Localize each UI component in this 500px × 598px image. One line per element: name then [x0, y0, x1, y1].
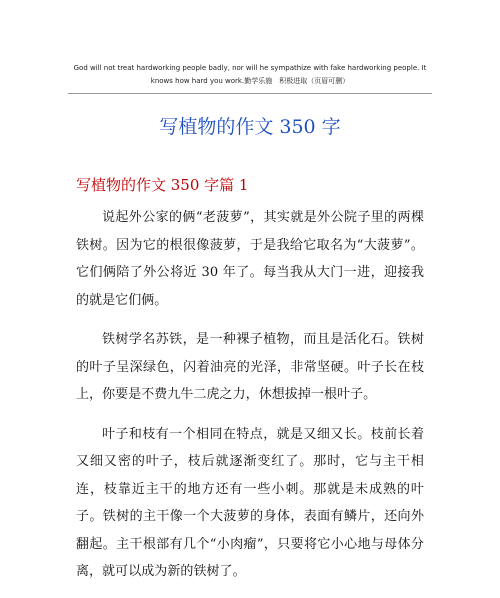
document-title: 写植物的作文 350 字 [159, 116, 341, 138]
section-heading: 写植物的作文 350 字篇 1 [76, 176, 249, 194]
body-text [76, 204, 424, 598]
header-quote: God will not treat hardworking people badly, nor will he sympathize with fake hardworking people. It knows how hard you work. [73, 64, 427, 85]
paragraph-2: 铁树学名苏铁，是一种裸子植物，而且是活化石。铁树的叶子呈深绿色，闪着油亮的光泽，非常坚硬。叶子长在枝上，你要是不费九牛二虎之力，休想拔掉一根叶子。 [76, 332, 424, 402]
page-header [68, 62, 432, 88]
header-divider [68, 93, 432, 94]
header-suffix: 勤学乐施 积极进取（页眉可删） [244, 77, 350, 85]
paragraph-1: 说起外公家的俩“老菠萝”，其实就是外公院子里的两棵铁树。因为它的根很像菠萝，于是我给它取名为“大菠萝”。它们俩陪了外公将近 30 年了。每当我从大门一进，迎接我的就是它们俩。 [76, 210, 424, 308]
paragraph-3: 叶子和枝有一个相同在特点，就是又细又长。枝前长着又细又密的叶子，枝后就逐渐变红了。那时，它与主干相连，枝靠近主干的地方还有一些小刺。那就是未成熟的叶子。铁树的主干像一个大菠萝的身体，表面有鳞片，还向外翻起。主干根部有几个“小肉瘤”，只要将它小心地与母体分离，就可以成为新的铁树了。 [76, 426, 424, 579]
